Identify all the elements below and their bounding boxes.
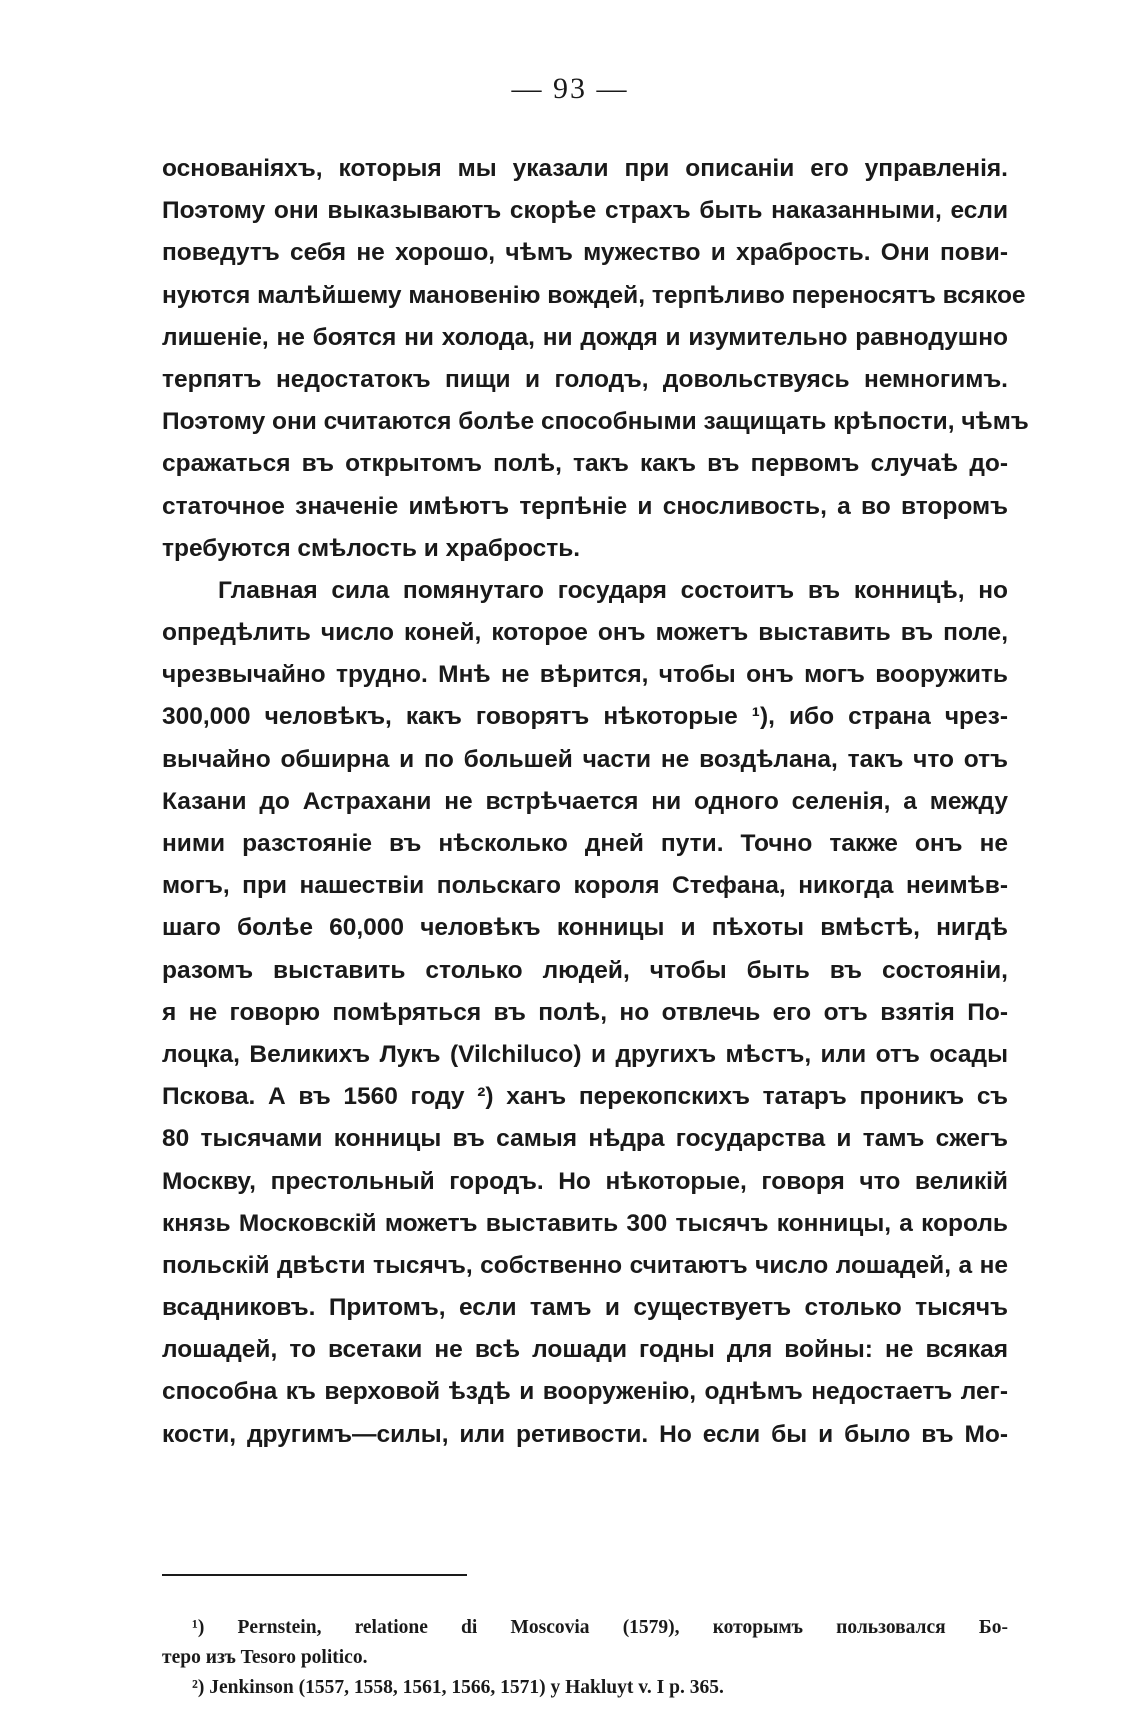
text-line: основаніяхъ, которыя мы указали при описаніи его управленія. bbox=[162, 155, 1008, 182]
text-line: разомъ выставить столько людей, чтобы быть въ состояніи, bbox=[162, 956, 1008, 984]
text-line: кости, другимъ—силы, или ретивости. Но если бы и было въ Мо- bbox=[162, 1420, 1008, 1448]
text-line: требуются смѣлость и храбрость. bbox=[162, 534, 581, 562]
text-line: я не говорю помѣряться въ полѣ, но отвлечь его отъ взятія По- bbox=[162, 998, 1008, 1026]
text-line: польскій двѣсти тысячъ, собственно считаютъ число лошадей, а не bbox=[162, 1251, 1008, 1279]
text-line: Пскова. А въ 1560 году ²) ханъ перекопскихъ татаръ проникъ съ bbox=[162, 1083, 1008, 1111]
text-line: поведутъ себя не хорошо, чѣмъ мужество и храбрость. Они пови- bbox=[162, 239, 1008, 267]
text-line: сражаться въ открытомъ полѣ, такъ какъ въ первомъ случаѣ до- bbox=[162, 450, 1008, 478]
text-line: могъ, при нашествіи польскаго короля Стефана, никогда неимѣв- bbox=[162, 872, 1008, 900]
text-line: Казани до Астрахани не встрѣчается ни одного селенія, а между bbox=[162, 787, 1008, 815]
footnote-line: ¹) Pernstein, relatione di Moscovia (1579), которымъ пользовался Бо- bbox=[192, 1617, 1008, 1638]
text-line: Поэтому они считаются болѣе способными защищать крѣпости, чѣмъ bbox=[162, 408, 1029, 436]
text-line: вычайно обширна и по большей части не воздѣлана, такъ что отъ bbox=[162, 745, 1008, 773]
text-line: шаго болѣе 60,000 человѣкъ конницы и пѣхоты вмѣстѣ, нигдѣ bbox=[162, 914, 1008, 942]
text-line: князь Московскій можетъ выставить 300 тысячъ конницы, а король bbox=[162, 1209, 1008, 1237]
text-line: всадниковъ. Притомъ, если тамъ и существуетъ столько тысячъ bbox=[162, 1294, 1008, 1322]
text-line: терпятъ недостатокъ пищи и голодъ, довольствуясь немногимъ. bbox=[162, 365, 1008, 393]
footnote-divider bbox=[162, 1574, 467, 1576]
text-line: чрезвычайно трудно. Мнѣ не вѣрится, чтобы онъ могъ вооружить bbox=[162, 661, 1008, 689]
text-line: нуются малѣйшему мановенію вождей, терпѣливо переносятъ всякое bbox=[162, 281, 1026, 309]
main-text bbox=[162, 148, 1029, 1456]
footnote-line: ²) Jenkinson (1557, 1558, 1561, 1566, 1571) у Hakluyt v. I p. 365. bbox=[192, 1677, 724, 1698]
text-line: Главная сила помянутаго государя состоитъ въ конницѣ, но bbox=[218, 576, 1008, 604]
text-line: Москву, престольный городъ. Но нѣкоторые, говоря что великій bbox=[162, 1167, 1008, 1195]
text-line: Поэтому они выказываютъ скорѣе страхъ быть наказанными, если bbox=[162, 197, 1008, 225]
page-number: — 93 — bbox=[511, 72, 629, 105]
text-line: ними разстояніе въ нѣсколько дней пути. Точно также онъ не bbox=[162, 830, 1008, 857]
text-line: лошадей, то всетаки не всѣ лошади годны для войны: не всякая bbox=[162, 1336, 1008, 1364]
text-line: лоцка, Великихъ Лукъ (Vilchiluco) и другихъ мѣстъ, или отъ осады bbox=[162, 1040, 1008, 1068]
text-line: статочное значеніе имѣютъ терпѣніе и сносливость, а во второмъ bbox=[162, 492, 1008, 520]
text-line: 300,000 человѣкъ, какъ говорятъ нѣкоторые ¹), ибо страна чрез- bbox=[162, 703, 1008, 731]
text-line: 80 тысячами конницы въ самыя нѣдра государства и тамъ сжегъ bbox=[162, 1125, 1008, 1153]
footnote-line: теро изъ Tesoro politico. bbox=[162, 1647, 368, 1668]
text-line: способна къ верховой ѣздѣ и вооруженію, однѣмъ недостаетъ лег- bbox=[162, 1378, 1008, 1406]
footnotes bbox=[162, 1613, 1008, 1703]
text-line: лишеніе, не боятся ни холода, ни дождя и изумительно равнодушно bbox=[162, 323, 1008, 351]
text-line: опредѣлить число коней, которое онъ можетъ выставить въ поле, bbox=[162, 619, 1008, 647]
